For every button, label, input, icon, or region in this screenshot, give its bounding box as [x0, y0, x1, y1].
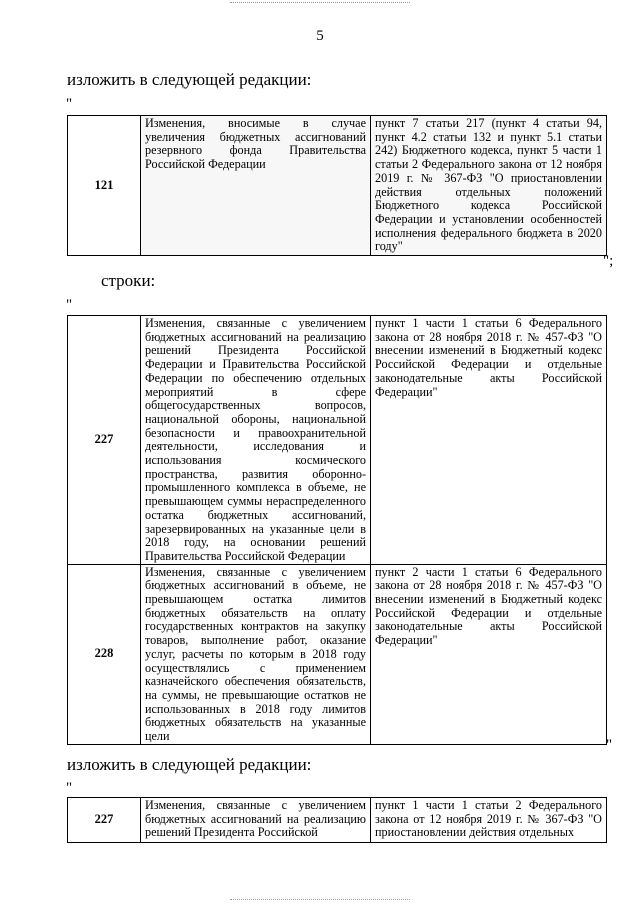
section2-open-quote: "	[66, 297, 73, 313]
section3-table	[67, 797, 607, 843]
section1-table	[67, 115, 607, 256]
scan-edge-top	[230, 2, 410, 3]
section1-close-quote: ";	[603, 253, 614, 269]
row-number: 228	[68, 564, 141, 744]
section3-open-quote: "	[66, 780, 73, 796]
section2-heading: строки:	[101, 271, 156, 290]
section2-table	[67, 315, 607, 745]
page-number: 5	[316, 28, 324, 44]
section3-heading: изложить в следующей редакции:	[67, 755, 312, 774]
row-basis: пункт 7 статьи 217 (пункт 4 статьи 94, пункт 4.2 статьи 132 и пункт 5.1 статьи 242) Бюджетного кодекса, пункт 5 части 1 статьи 2 Федерального закона от 12 ноября 2019 г. № 367-ФЗ "О приостановлении действия отдельных положений Бюджетного кодекса Российской Федерации и установлении особенностей исполнения федерального бюджета в 2020 году"	[371, 116, 607, 256]
section1-open-quote: "	[66, 96, 73, 112]
row-number: 227	[68, 798, 141, 843]
table-row	[68, 798, 607, 843]
scan-edge-bottom	[230, 899, 410, 900]
row-description: Изменения, связанные с увеличением бюджетных ассигнований на реализацию решений Президента Российской Федерации и Правительства Российской Федерации по обеспечению отдельных мероприятий в сфере общегосударственных вопросов, национальной обороны, национальной безопасности и правоохранительной деятельности, исследования и использования космического пространства, развития оборонно-промышленного комплекса в объеме, не превышающем суммы нераспределенного остатка бюджетных ассигнований, зарезервированных на указанные цели в 2018 году, на основании решений Правительства Российской Федерации	[141, 316, 371, 565]
row-number: 227	[68, 316, 141, 565]
section2-close-quote: "	[606, 737, 613, 753]
table-row	[68, 316, 607, 565]
row-basis: пункт 1 части 1 статьи 6 Федерального закона от 28 ноября 2018 г. № 457-ФЗ "О внесении изменений в Бюджетный кодекс Российской Федерации и отдельные законодательные акты Российской Федерации"	[371, 316, 607, 565]
row-number: 121	[68, 116, 141, 256]
row-basis: пункт 2 части 1 статьи 6 Федерального закона от 28 ноября 2018 г. № 457-ФЗ "О внесении изменений в Бюджетный кодекс Российской Федерации и отдельные законодательные акты Российской Федерации"	[371, 564, 607, 744]
table-row	[68, 564, 607, 744]
section1-heading: изложить в следующей редакции:	[67, 70, 312, 89]
row-description: Изменения, вносимые в случае увеличения бюджетных ассигнований резервного фонда Правительства Российской Федерации	[141, 116, 371, 256]
row-basis: пункт 1 части 1 статьи 2 Федерального закона от 12 ноября 2019 г. № 367-ФЗ "О приостановлении действия отдельных	[371, 798, 607, 843]
row-description: Изменения, связанные с увеличением бюджетных ассигнований на реализацию решений Президента Российской	[141, 798, 371, 843]
table-row	[68, 116, 607, 256]
row-description: Изменения, связанные с увеличением бюджетных ассигнований в объеме, не превышающем остатка лимитов бюджетных обязательств на оплату государственных контрактов на закупку товаров, выполнение работ, оказание услуг, расчеты по которым в 2018 году осуществлялись с применением казначейского обеспечения обязательств, на суммы, не превышающие остатков не использованных в 2018 году лимитов бюджетных обязательств на указанные цели	[141, 564, 371, 744]
